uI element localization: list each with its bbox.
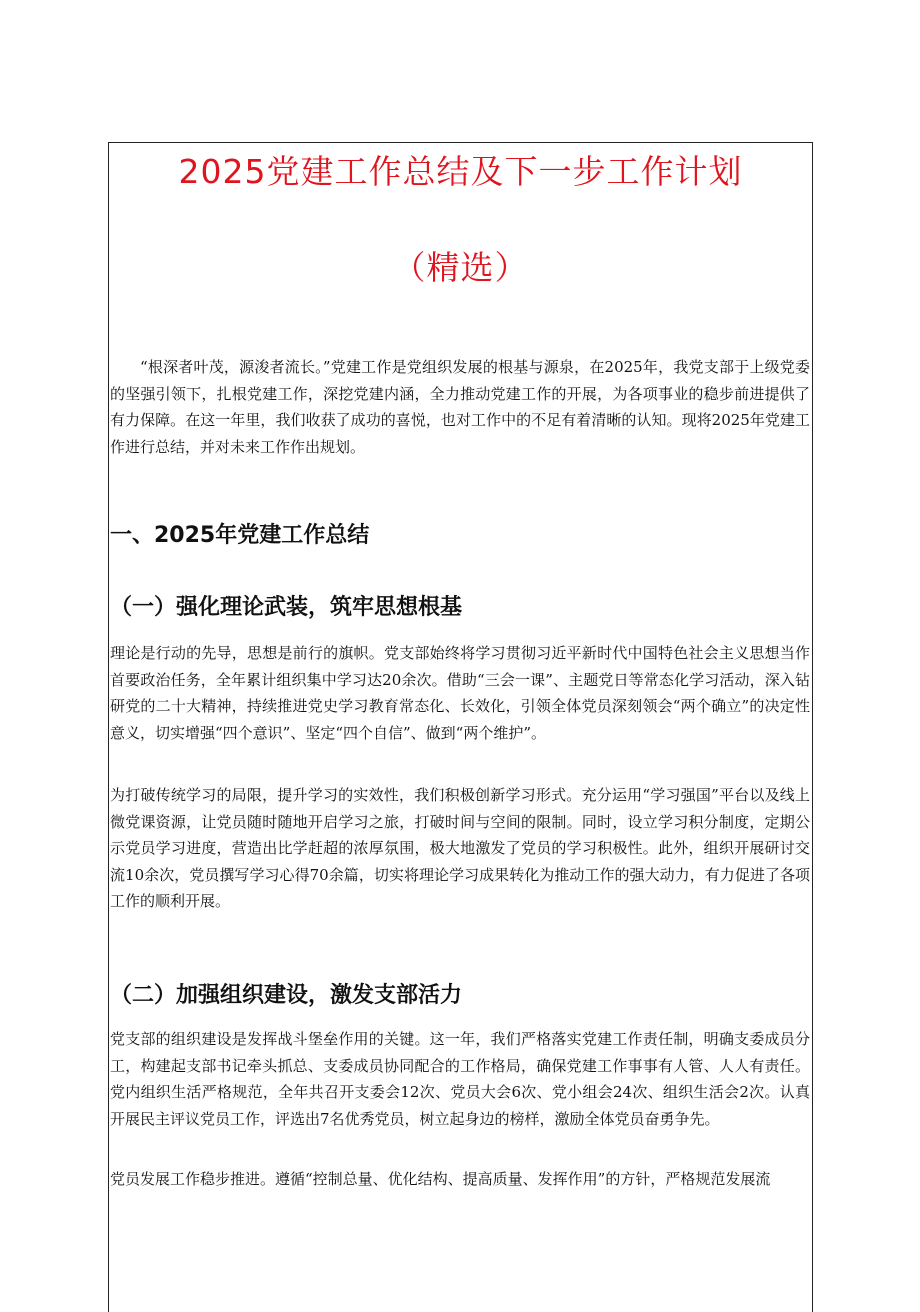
- intro-paragraph: “根深者叶茂，源浚者流长。”党建工作是党组织发展的根基与源泉，在2025年，我党支部于上级党委的坚强引领下，扎根党建工作，深挖党建内涵，全力推动党建工作的开展，为各项事业的稳步前进提供了有力保障。在这一年里，我们收获了成功的喜悦，也对工作中的不足有着清晰的认知。现将2025年党建工作进行总结，并对未来工作作出规划。: [110, 358, 810, 456]
- subsection-heading-organization: （二）加强组织建设，激发支部活力: [110, 983, 463, 1008]
- theory-paragraph-1: 理论是行动的先导，思想是前行的旗帜。党支部始终将学习贯彻习近平新时代中国特色社会主义思想当作首要政治任务，全年累计组织集中学习达20余次。借助“三会一课”、主题党日等常态化学习活动，深入钻研党的二十大精神，持续推进党史学习教育常态化、长效化，引领全体党员深刻领会“两个确立”的决定性意义，切实增强“四个意识”、坚定“四个自信”、做到“两个维护”。: [110, 644, 810, 742]
- theory-paragraph-2: 为打破传统学习的局限，提升学习的实效性，我们积极创新学习形式。充分运用“学习强国”平台以及线上微党课资源，让党员随时随地开启学习之旅，打破时间与空间的限制。同时，设立学习积分制度，定期公示党员学习进度，营造出比学赶超的浓厚氛围，极大地激发了党员的学习积极性。此外，组织开展研讨交流10余次，党员撰写学习心得70余篇，切实将理论学习成果转化为推动工作的强大动力，有力促进了各项工作的顺利开展。: [110, 786, 810, 910]
- organization-paragraph-2: 党员发展工作稳步推进。遵循“控制总量、优化结构、提高质量、发挥作用”的方针，严格规范发展流: [110, 1170, 771, 1188]
- organization-paragraph-1: 党支部的组织建设是发挥战斗堡垒作用的关键。这一年，我们严格落实党建工作责任制，明确支委成员分工，构建起支部书记牵头抓总、支委成员协同配合的工作格局，确保党建工作事事有人管、人人有责任。党内组织生活严格规范，全年共召开支委会12次、党员大会6次、党小组会24次、组织生活会2次。认真开展民主评议党员工作，评选出7名优秀党员，树立起身边的榜样，激励全体党员奋勇争先。: [110, 1030, 810, 1128]
- document-subtitle: （精选）: [392, 248, 529, 287]
- section-heading-summary: 一、2025年党建工作总结: [110, 523, 370, 548]
- document-title: 2025党建工作总结及下一步工作计划: [178, 152, 743, 191]
- subsection-heading-theory: （一）强化理论武装，筑牢思想根基: [110, 595, 463, 620]
